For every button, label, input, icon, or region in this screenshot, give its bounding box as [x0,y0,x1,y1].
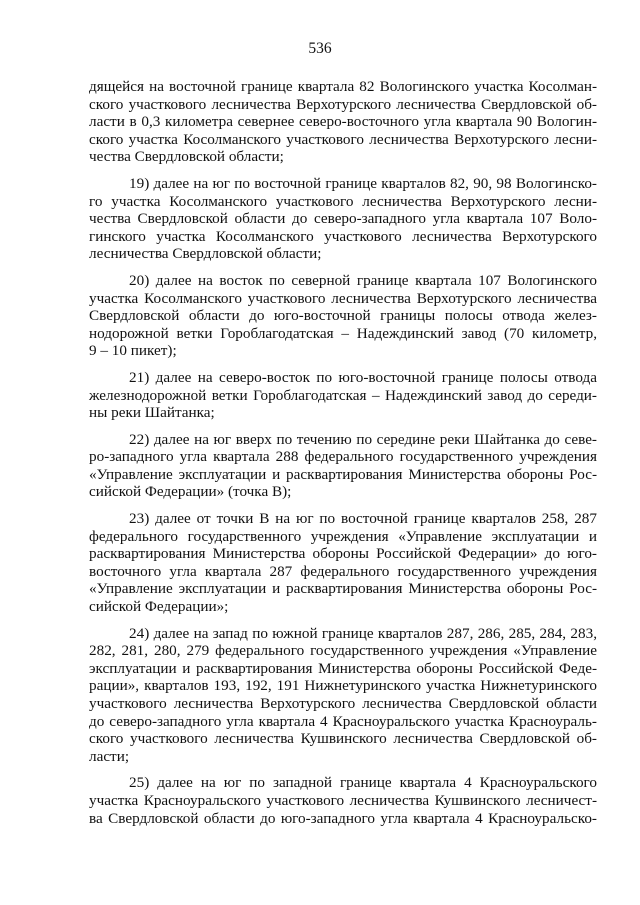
paragraph-25 [89,774,597,827]
text-line: 9 – 10 пикет); [89,342,177,360]
text-line: участка Красноуральского участкового лесничества Кушвинского лесничест- [89,791,597,809]
text-line: 23) далее от точки В на юг по восточной границе кварталов 258, 287 [129,510,597,528]
paragraph-20 [89,272,597,360]
paragraph-23 [89,510,597,616]
text-line: 24) далее на запад по южной границе кварталов 287, 286, 285, 284, 283, [129,624,597,642]
text-line: Свердловской области до юго-восточной границы полосы отвода желез- [89,307,597,325]
text-line: сийской Федерации»; [89,598,229,616]
paragraph-22 [89,431,597,501]
text-line: ро-западного угла квартала 288 федерального государственного учреждения [89,448,597,466]
text-line: 19) далее на юг по восточной границе кварталов 82, 90, 98 Вологинско- [129,174,597,192]
text-line: железнодорожной ветки Гороблагодатская – Надеждинский завод до середи- [89,386,597,404]
text-line: ского участка Косолманского участкового лесничества Верхотурского лесни- [89,130,597,148]
paragraph-24 [89,625,597,766]
paragraph-continuation [89,78,597,166]
text-line: чества Свердловской области; [89,148,284,166]
page-number: 536 [308,40,332,57]
text-line: расквартирования Министерства обороны Российской Федерации» до юго- [89,545,597,563]
text-line: ского участкового лесничества Верхотурского лесничества Свердловской об- [89,95,597,113]
text-line: 25) далее на юг по западной границе квартала 4 Красноуральского [129,774,597,792]
text-line: 282, 281, 280, 279 федерального государственного учреждения «Управление [89,642,597,660]
text-line: рации», кварталов 193, 192, 191 Нижнетуринского участка Нижнетуринского [89,677,597,695]
text-line: восточного угла квартала 287 федерального государственного учреждения [89,562,597,580]
text-line: сийской Федерации» (точка В); [89,483,292,501]
text-line: го участка Косолманского участкового лесничества Верхотурского лесни- [89,192,597,210]
text-line: дящейся на восточной границе квартала 82 Вологинского участка Косолман- [89,78,597,95]
text-line: лесничества Свердловской области; [89,245,322,263]
text-line: ласти в 0,3 километра севернее северо-восточного угла квартала 90 Вологин- [89,113,597,131]
text-line: «Управление эксплуатации и расквартирования Министерства обороны Рос- [89,465,597,483]
text-line: ны реки Шайтанка; [89,404,215,422]
text-line: участкового лесничества Верхотурского лесничества Свердловской области [89,695,597,712]
text-line: 21) далее на северо-восток по юго-восточной границе полосы отвода [129,368,597,386]
text-line: нодорожной ветки Гороблагодатская – Надеждинский завод (70 километр, [89,324,597,342]
text-line: ского участкового лесничества Кушвинского лесничества Свердловской об- [89,730,597,748]
text-line: эксплуатации и расквартирования Министерства обороны Российской Феде- [89,659,597,677]
text-line: чества Свердловской области до северо-западного угла квартала 107 Воло- [89,210,597,228]
paragraph-21 [89,369,597,422]
text-line: 22) далее на юг вверх по течению по середине реки Шайтанка до севе- [129,430,597,448]
text-line: «Управление эксплуатации и расквартирования Министерства обороны Рос- [89,580,597,598]
text-line: до северо-западного угла квартала 4 Красноуральского участка Красноураль- [89,712,597,730]
text-line: федерального государственного учреждения «Управление эксплуатации и [89,527,597,545]
text-line: ва Свердловской области до юго-западного угла квартала 4 Красноуральско- [89,809,597,827]
text-line: ласти; [89,747,130,765]
paragraph-19 [89,175,597,263]
text-line: гинского участка Косолманского участкового лесничества Верхотурского [89,227,597,245]
text-line: участка Косолманского участкового лесничества Верхотурского лесничества [89,289,597,307]
text-line: 20) далее на восток по северной границе квартала 107 Вологинского [129,271,597,289]
document-body [89,78,597,836]
